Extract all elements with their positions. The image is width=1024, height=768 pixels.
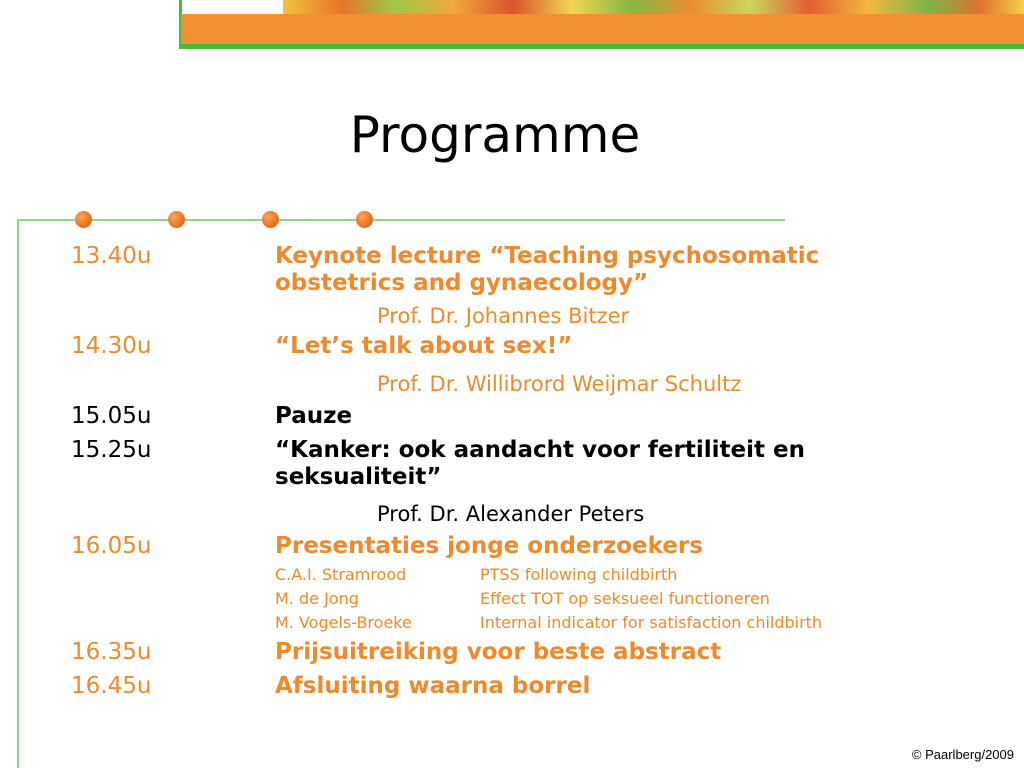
item-event: Keynote lecture “Teaching psychosomatic obstetrics and gynaecology” [275, 243, 820, 296]
item-event: Prijsuitreiking voor beste abstract [275, 639, 722, 665]
presentation-topic: Effect TOT op seksueel functioneren [480, 589, 770, 608]
bullet-dot [356, 211, 373, 228]
item-speaker: Prof. Dr. Alexander Peters [377, 502, 645, 526]
item-speaker: Prof. Dr. Johannes Bitzer [377, 304, 630, 328]
item-time: 14.30u [71, 333, 152, 359]
presentation-name: C.A.I. Stramrood [275, 565, 407, 584]
left-rule [17, 220, 19, 768]
item-event: Pauze [275, 403, 353, 429]
title-divider [17, 219, 785, 221]
item-event: Afsluiting waarna borrel [275, 673, 591, 699]
item-event: “Let’s talk about sex!” [275, 333, 573, 359]
presentation-name: M. de Jong [275, 589, 359, 608]
banner-orange-band [181, 14, 1024, 44]
copyright-footer: © Paarlberg/2009 [911, 747, 1014, 762]
item-time: 16.35u [71, 639, 152, 665]
item-time: 16.05u [71, 533, 152, 559]
item-speaker: Prof. Dr. Willibrord Weijmar Schultz [377, 372, 742, 396]
item-time: 15.05u [71, 403, 152, 429]
item-time: 13.40u [71, 243, 152, 269]
item-time: 15.25u [71, 437, 152, 463]
bullet-dot [75, 211, 92, 228]
presentation-topic: PTSS following childbirth [480, 565, 678, 584]
item-event: “Kanker: ook aandacht voor fertiliteit en seksualiteit” [275, 437, 805, 490]
presentation-topic: Internal indicator for satisfaction childbirth [480, 613, 823, 632]
presentation-name: M. Vogels-Broeke [275, 613, 412, 632]
slide-title: Programme [349, 106, 641, 164]
bullet-dot [168, 211, 185, 228]
banner-green-band [179, 44, 1024, 49]
bullet-dot [262, 211, 279, 228]
item-time: 16.45u [71, 673, 152, 699]
item-event: Presentaties jonge onderzoekers [275, 533, 703, 559]
banner-image [283, 0, 1024, 14]
